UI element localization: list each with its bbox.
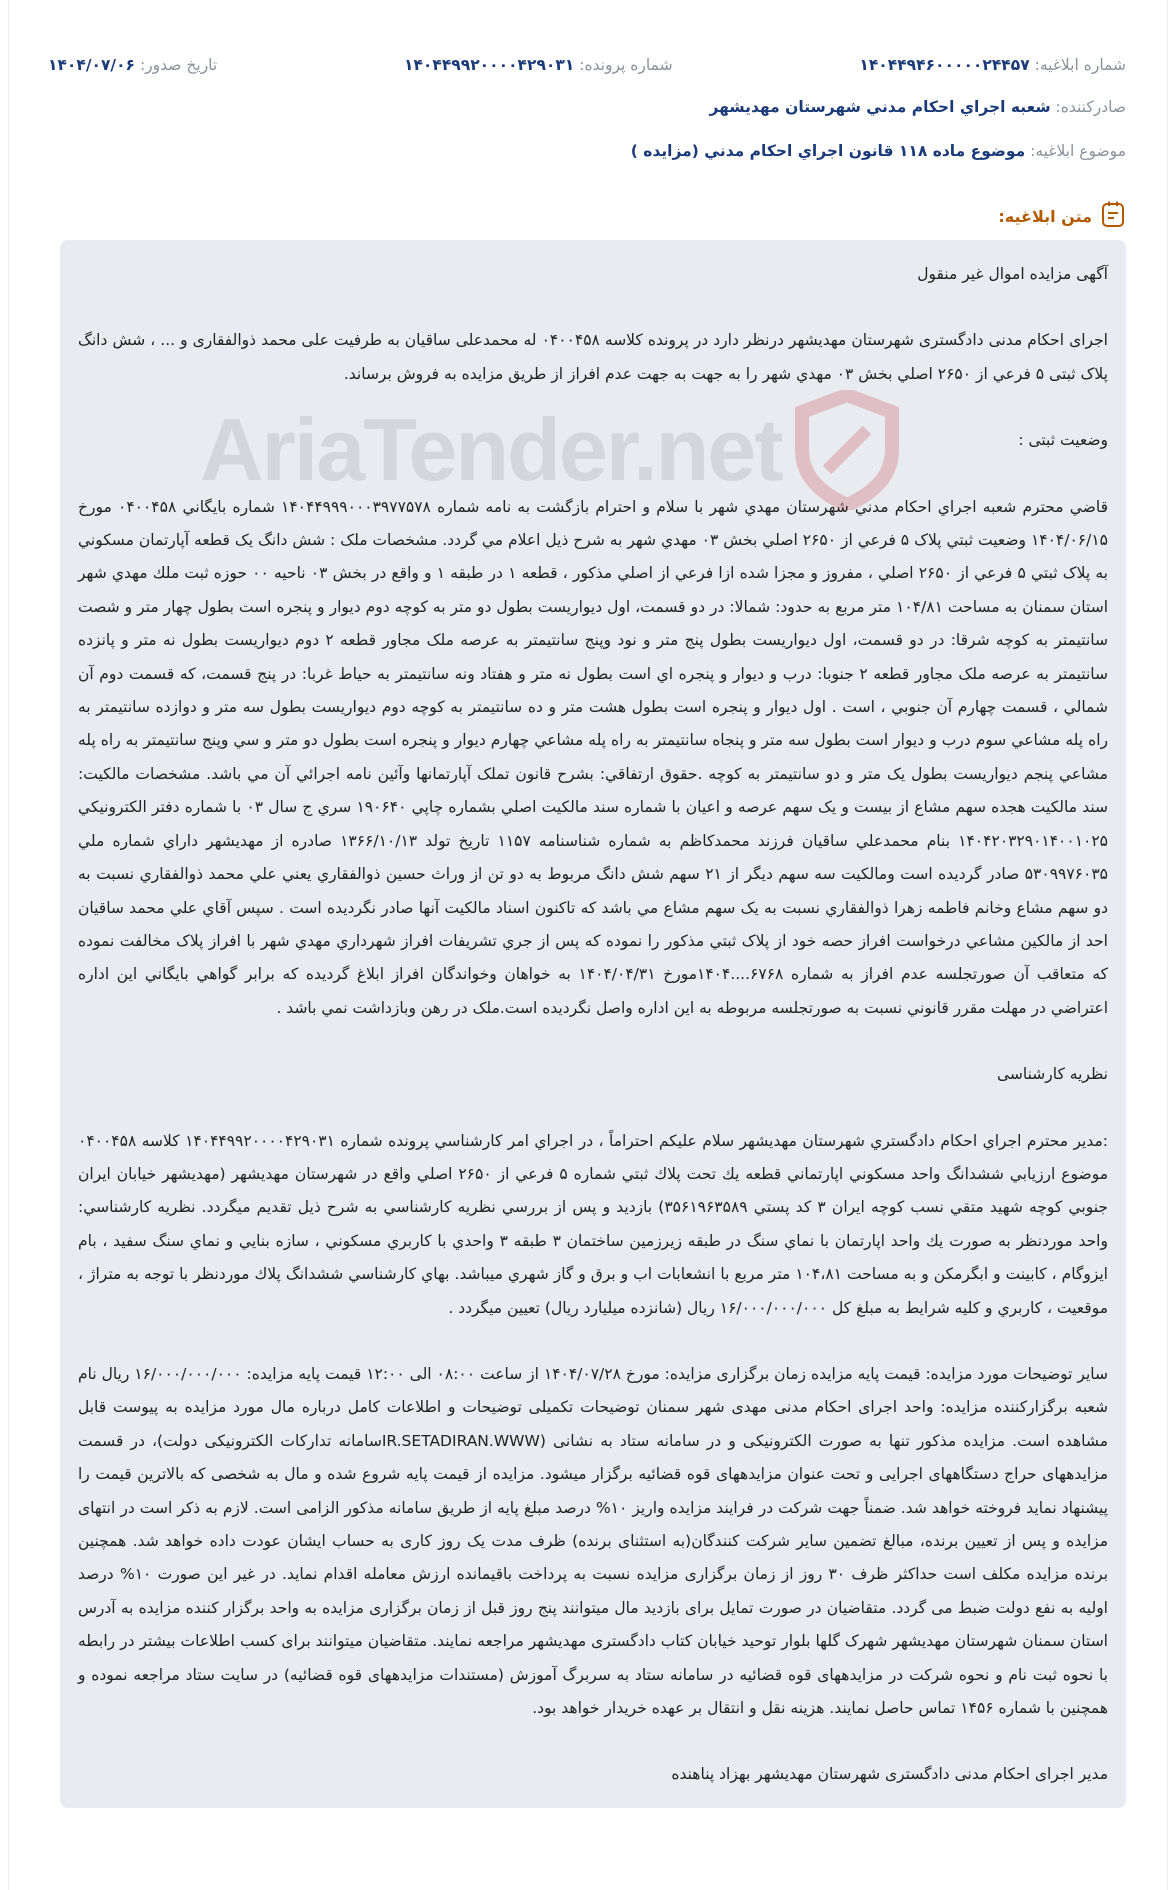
issue-date-value: ۱۴۰۴/۰۷/۰۶ [48,56,136,74]
subject-label: موضوع ابلاغیه: [1030,142,1126,160]
expert-opinion-heading: نظریه کارشناسی [996,1065,1108,1084]
issuer-value: شعبه اجراي احكام مدني شهرستان مهديشهر [709,98,1051,116]
notice-body [60,240,1126,1808]
auction-title: آگهی مزایده اموال غیر منقول [917,265,1108,283]
notice-number-label: شماره ابلاغیه: [1034,56,1126,74]
case-number-value: ۱۴۰۴۴۹۹۲۰۰۰۰۴۲۹۰۳۱ [404,56,575,74]
issue-date-label: تاریخ صدور: [139,56,218,74]
other-details-text: سایر توضیحات مورد مزایده: قیمت پایه مزایده زمان برگزاری مزایده: مورخ ۱۴۰۴/۰۷/۲۸ از ساعت ۰۸:۰۰ الی ۱۲:۰۰ قیمت پایه مزایده: ۱۶/۰۰۰/۰۰۰/۰۰۰ ریال نام شعبه برگزارکننده مزایده: واحد اجرای احکام مدنی مهدی شهر سمنان توضیحات تکمیلی توضیحات و اطلاعات کامل درباره مال مورد مزایده به پیوست قابل مشاهده است. مزایده مذکور تنها به صورت الکترونیکی و در سامانه ستاد به نشانی (IR.SETADIRAN.WWWسامانه تدارکات الکترونیکی دولت)، در قسمت مزایدههای حراج دستگاههای اجرایی و تحت عنوان مزایدههای قوه قضائیه برگزار میشود. مزایده از قیمت پایه شروع شده و مال به شخصی که بالاترین قیمت را پیشنهاد نماید فروخته خواهد شد. ضمناً جهت شرکت در فرایند مزایده واریز ۱۰% درصد مبلغ پایه از طریق سامانه مذکور الزامی است. لازم به ذکر است در انتهای مزایده و پس از تعیین برنده، مبالغ تضمین سایر شرکت کنندگان(به استثنای برنده) ظرف مدت یک روز کاری به حساب ایشان عودت داده خواهد شد. همچنین برنده مزایده مکلف است حداکثر ظرف ۳۰ روز از زمان برگزاری مزایده نسبت به پرداخت باقیمانده ارزش معامله اقدام نماید. در غیر این صورت ۱۰% درصد اولیه به نفع دولت ضبط می گردد. متقاضیان در صورت تمایل برای بازدید مال میتوانند پنج روز قبل از زمان برگزاری مزایده به واحد برگزار کننده مزایده به آدرس استان سمنان شهرستان مهدیشهر شهرک گلها بلوار توحید خیابان کتاب دادگستری مهدیشهر مراجعه نمایند. متقاضیان میتوانند برای کسب اطلاعات بیشتر در رابطه با نحوه ثبت نام و نحوه شرکت در مزایدههای قوه قضائیه در سامانه ستاد به سربرگ آموزش (مستندات مزایدههای قوه قضائیه) در سایت ستاد مراجعه نموده و همچنین با شماره ۱۴۵۶ تماس حاصل نمایند. هزینه نقل و انتقال بر عهده خریدار خواهد بود. [78,1364,1109,1718]
notice-number [859,56,1126,74]
issue-date [48,56,217,74]
notice-number-value: ۱۴۰۴۴۹۴۶۰۰۰۰۰۲۴۴۵۷ [859,56,1030,74]
notepad-icon [1100,200,1126,232]
meta-row-numbers [48,56,1126,74]
notice-text-title: متن ابلاغیه: [998,206,1092,226]
watermark: AriaTender.net [200,390,902,510]
notice-content [78,258,1108,1792]
issuer-row [48,98,1126,116]
subject-value: موضوع ماده ۱۱۸ قانون اجراي احكام مدني (مزايده ) [630,142,1026,160]
signature: مدیر اجرای احکام مدنی دادگستری شهرستان مهدیشهر بهزاد پناهنده [671,1765,1108,1784]
auction-intro: اجرای احکام مدنی دادگستری شهرستان مهدیشهر درنظر دارد در پرونده کلاسه ۰۴۰۰۴۵۸ له محمدعلی ساقیان به طرفیت علی محمد ذوالفقاری و ... ، شش دانگ پلاک ثبتی ۵ فرعي از ۲۶۵۰ اصلي بخش ۰۳ مهدي شهر را به جهت به جهت عدم افراز از طریق مزایده به فروش برساند. [78,331,1108,383]
issuer-label: صادرکننده: [1055,98,1126,116]
notice-text-heading [998,200,1126,232]
registration-status-heading: وضعیت ثبتی : [1018,431,1108,450]
registration-status-text: قاضي محترم شعبه اجراي احكام مدني شهرستان مهدي شهر با سلام و احترام بازگشت به نامه شماره ۱۴۰۴۴۹۹۹۰۰۰۳۹۷۷۵۷۸ شماره بايگاني ۰۴۰۰۴۵۸ مورخ ۱۴۰۴/۰۶/۱۵ وضعيت ثبتي پلاک ۵ فرعي از ۲۶۵۰ اصلي بخش ۰۳ مهدي شهر به شرح ذيل اعلام مي گردد. مشخصات ملک : شش دانگ يک قطعه آپارتمان مسكوني به پلاک ثبتي ۵ فرعي از ۲۶۵۰ اصلي ، مفروز و مجزا شده ازا فرعي از اصلي مذكور ، قطعه ۱ در طبقه ۱ و واقع در بخش ۰۳ ناحيه ۰۰ حوزه ثبت ملك مهدي شهر استان سمنان به مساحت ۱۰۴/۸۱ متر مربع به حدود: شمالا: در دو قسمت، اول ديواريست بطول دو متر به كوچه دوم ديوار و پنجره است بطول چهار متر و شصت سانتيمتر به كوچه شرقا: در دو قسمت، اول ديواريست بطول پنج متر و نود وپنج سانتيمتر به عرصه ملک مجاور قطعه ۲ دوم ديواريست بطول نه متر و پانزده سانتيمتر به عرصه ملک مجاور قطعه ۲ جنوبا: درب و ديوار و پنجره اي است بطول نه متر و هفتاد ونه سانتيمتر به حياط غربا: در پنج قسمت، كه قسمت دوم آن شمالي ، قسمت چهارم آن جنوبي ، است . اول ديوار و پنجره است بطول هشت متر و ده سانتيمتر به كوچه دوم ديواريست بطول سه متر و دوازده سانتيمتر به راه پله مشاعي سوم درب و ديوار است بطول سه متر و پنجاه سانتيمتر به راه پله مشاعي چهارم ديوار و پنجره است بطول دو متر و سي وپنج سانتيمتر به راه پله مشاعي پنجم ديواريست بطول يک متر و دو سانتيمتر به كوچه .حقوق ارتفاقي: بشرح قانون تملک آپارتمانها وآئين نامه اجرائي آن مي باشد. مشخصات مالكيت: سند مالكيت هجده سهم مشاع از بيست و يک سهم عرصه و اعيان با شماره سند مالكيت اصلي بشماره چاپي ۱۹۰۶۴۰ سري ج سال ۰۳ با شماره دفتر الكترونيكي ۱۴۰۴۲۰۳۲۹۰۱۴۰۰۱۰۲۵ بنام محمدعلي ساقيان فرزند محمدكاظم به شماره شناسنامه ۱۱۵۷ تاريخ تولد ۱۳۶۶/۱۰/۱۳ صادره از مهديشهر داراي شماره ملي ۵۳۰۹۹۷۶۰۳۵ صادر گرديده است ومالكيت سه سهم ديگر از ۲۱ سهم شش دانگ مربوط به دو تن از وراث حسين ذوالفقاري يعني علي محمد ذوالفقاري نسبت به دو سهم مشاع وخانم فاطمه زهرا ذوالفقاري نسبت به يک سهم مشاع مي باشد كه تاكنون اسناد مالكيت آنها صادر نگرديده است . سپس آقاي علي محمد ساقيان احد از مالكين مشاعي درخواست افراز حصه خود از پلاک ثبتي مذكور را نموده كه پس از جري تشريفات افراز شهرداري مهدي شهر با افراز پلاک مخالفت نموده كه متعاقب آن صورتجلسه عدم افراز به شماره ۶۷۶۸....۱۴۰۴مورخ ۱۴۰۴/۰۴/۳۱ به خواهان وخواندگان افراز ابلاغ گرديده كه برابر گواهي بايگاني اين اداره اعتراضي در مهلت مقرر قانوني نسبت به صورتجلسه مربوطه به اين اداره واصل نگرديده است.ملک در رهن وبازداشت نمي باشد . [78,497,1109,1017]
case-number [404,56,673,74]
case-number-label: شماره پرونده: [579,56,673,74]
expert-opinion-text: :مدير محترم اجراي احكام دادگستري شهرستان مهديشهر سلام عليكم احتراماً ، در اجراي امر كارشناسي پرونده شماره ۱۴۰۴۴۹۹۲۰۰۰۰۴۲۹۰۳۱ كلاسه ۰۴۰۰۴۵۸ موضوع ارزيابي ششدانگ واحد مسكوني اپارتماني قطعه يك تحت پلاك ثبتي شماره ۵ فرعي از ۲۶۵۰ اصلي واقع در شهرستان مهديشهر (مهديشهر خيابان ايران جنوبي كوچه شهيد متقي نسب كوچه ايران ۳ كد پستي ۳۵۶۱۹۶۳۵۸۹) بازديد و پس از بررسي نظريه كارشناسي به شرح ذيل تقديم ميگردد. نظريه كارشناسي: واحد موردنظر به صورت يك واحد اپارتمان با نماي سنگ در طبقه زيرزمين ساختمان ۳ طبقه ۳ واحدي با كاربري مسكوني ، سازه بنايي و نماي سنگ سفيد ، بام ايزوگام ، كابينت و ابگرمكن و به مساحت ۱۰۴،۸۱ متر مربع با انشعابات اب و برق و گاز شهري ميباشد. بهاي كارشناسي ششدانگ پلاك موردنظر با توجه به متراژ ، موقعيت ، كاربري و كليه شرايط به مبلغ كل ۱۶/۰۰۰/۰۰۰/۰۰۰ ريال (شانزده ميليارد ريال) تعيين ميگردد . [78,1131,1109,1317]
subject-row [48,142,1126,160]
